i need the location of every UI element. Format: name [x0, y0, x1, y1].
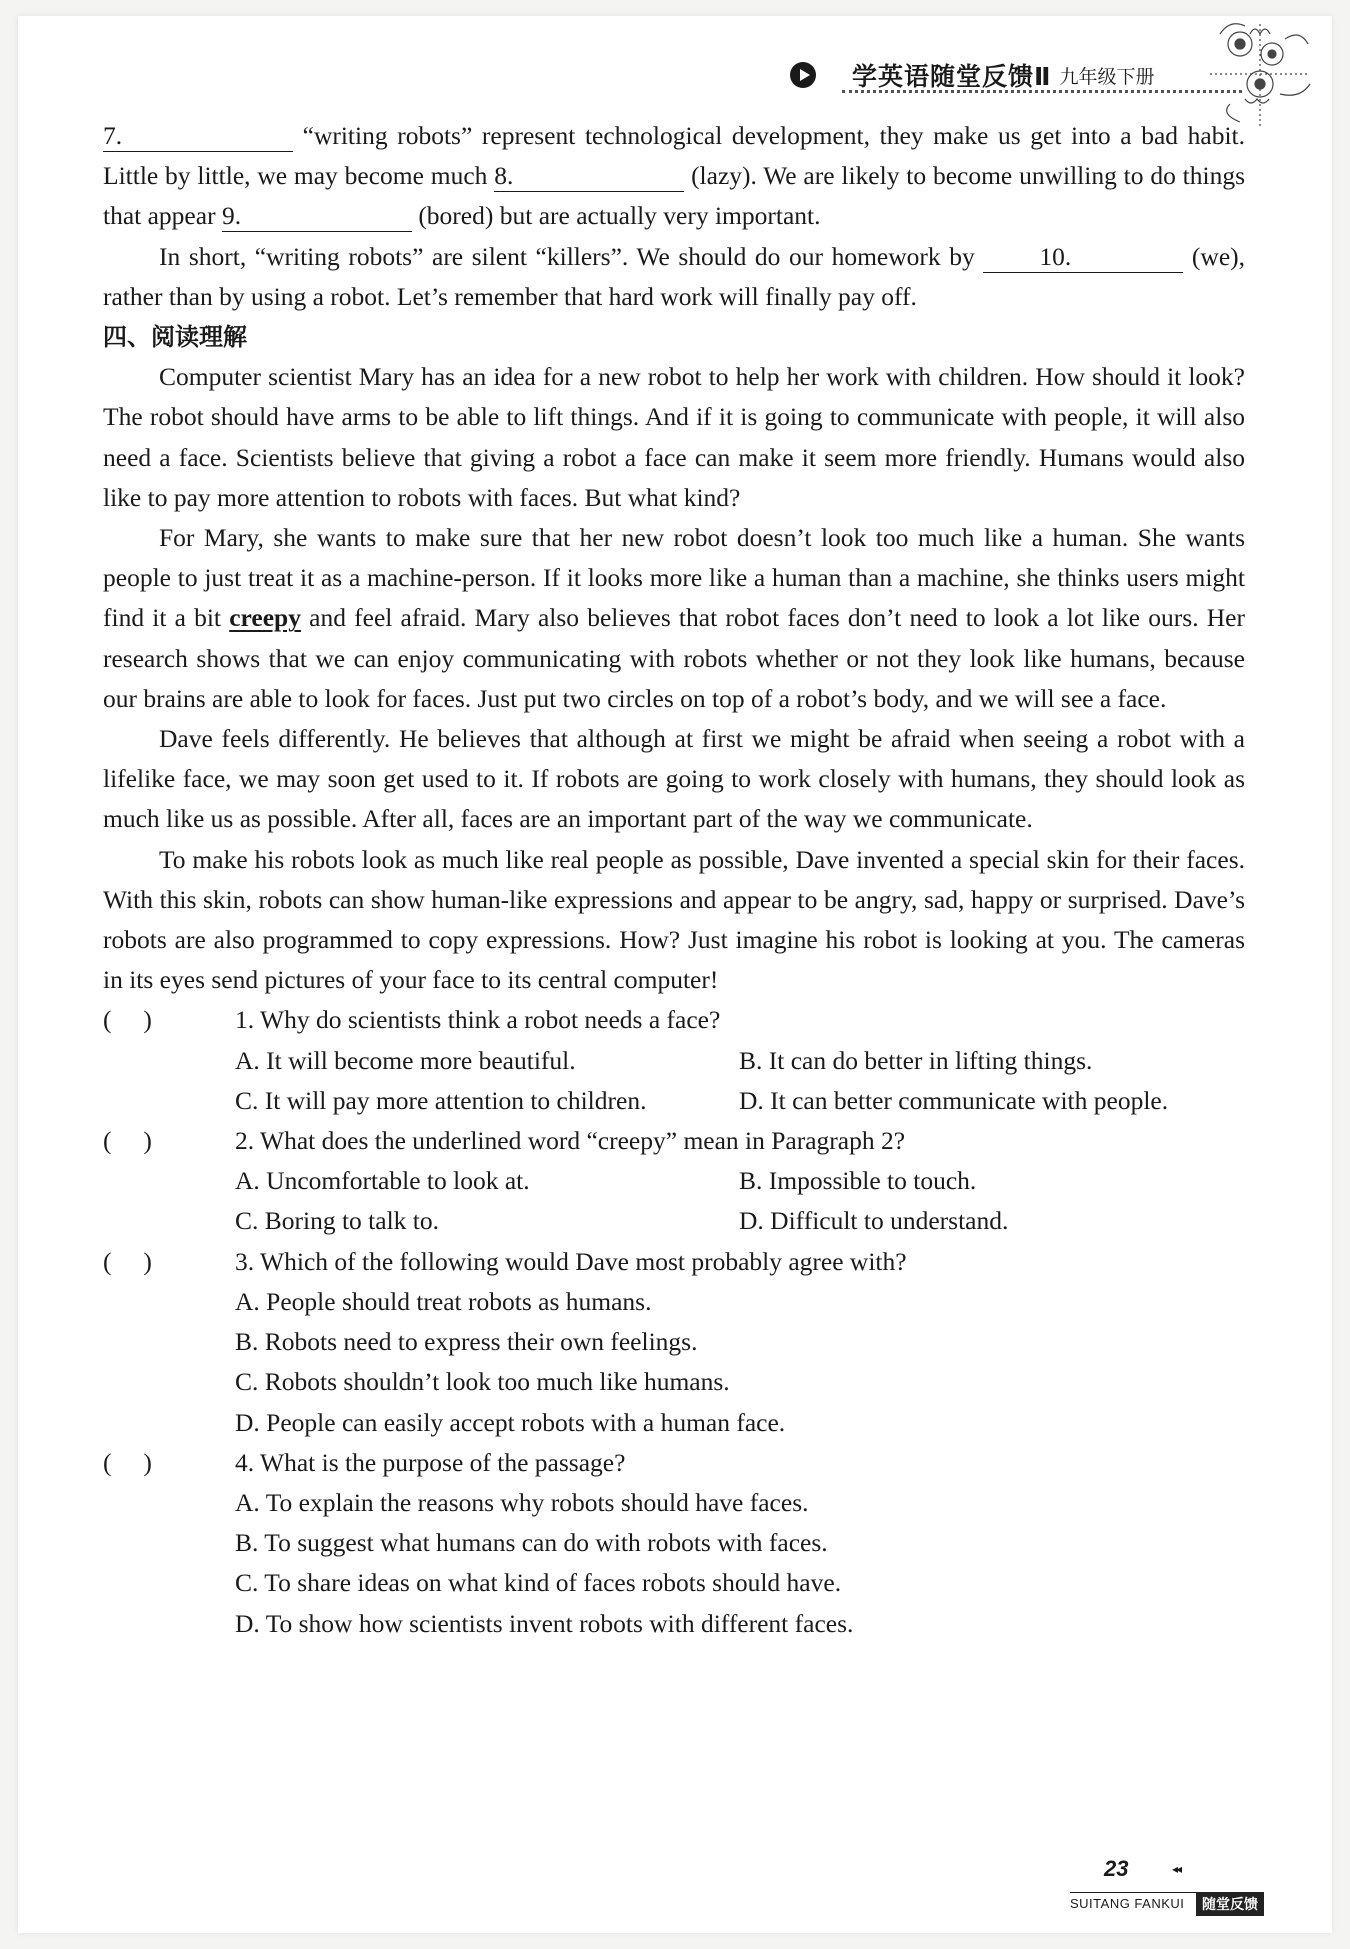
reading-paragraph-1: Computer scientist Mary has an idea for a new robot to help her work with children. How should it look? The robot should have arms to be able to lift things. And if it is going to communicate with people, it will also need a face. Scientists believe that giving a robot a face can make it seem more friendly. Humans would also like to pay more attention to robots with faces. But what kind? [103, 362, 1245, 512]
option-c[interactable]: C. It will pay more attention to children. [235, 1085, 647, 1115]
option-d[interactable]: D. It can better communicate with people. [739, 1085, 1169, 1115]
answer-bracket[interactable]: ( ) [103, 1447, 152, 1477]
question-text: 4. What is the purpose of the passage? [235, 1447, 626, 1477]
answer-bracket[interactable]: ( ) [103, 1005, 152, 1035]
option-a[interactable]: A. People should treat robots as humans. [235, 1286, 652, 1316]
answer-bracket[interactable]: ( ) [103, 1126, 152, 1156]
option-c[interactable]: C. Robots shouldn’t look too much like humans. [235, 1367, 730, 1397]
reading-paragraph-2: For Mary, she wants to make sure that her new robot doesn’t look too much like a human. She wants people to just treat it as a machine-person. If it looks more like a human than a machine, she thinks users might find it a bit creepy and feel afraid. Mary also believes that robot faces don’t need to look a lot like ours. Her research shows that we can enjoy communicating with robots whether or not they look like humans, because our brains are able to look for faces. Just put two circles on top of a robot’s body, and we will see a face. [103, 523, 1245, 713]
blank-9[interactable]: 9. [222, 201, 412, 232]
blank-7[interactable]: 7. [103, 121, 293, 152]
option-b[interactable]: B. Robots need to express their own feelings. [235, 1327, 698, 1357]
section-heading: 四、阅读理解 [103, 323, 247, 352]
question-text: 3. Which of the following would Dave most probably agree with? [235, 1246, 907, 1276]
option-c[interactable]: C. To share ideas on what kind of faces robots should have. [235, 1568, 842, 1598]
options-q2 [235, 1161, 1245, 1241]
option-c[interactable]: C. Boring to talk to. [235, 1206, 439, 1236]
options-q1 [235, 1041, 1245, 1121]
option-b[interactable]: B. It can do better in lifting things. [739, 1045, 1093, 1075]
question-text: 2. What does the underlined word “creepy” mean in Paragraph 2? [235, 1126, 906, 1156]
option-b[interactable]: B. To suggest what humans can do with robots with faces. [235, 1528, 828, 1558]
underlined-word: creepy [229, 603, 301, 633]
question-4 [103, 1443, 1245, 1483]
option-d[interactable]: D. People can easily accept robots with a human face. [235, 1407, 786, 1437]
reading-paragraph-3: Dave feels differently. He believes that although at first we might be afraid when seeing a robot with a lifelike face, we may soon get used to it. If robots are going to work closely with humans, they should look as much like us as possible. After all, faces are an important part of the way we communicate. [103, 724, 1245, 834]
page-number: 23 [1104, 1856, 1129, 1881]
double-arrow-left-icon: ◂◂ [1172, 1862, 1181, 1876]
option-a[interactable]: A. Uncomfortable to look at. [235, 1166, 530, 1196]
footer-badge: 随堂反馈 [1196, 1892, 1264, 1916]
option-d[interactable]: D. Difficult to understand. [739, 1206, 1009, 1236]
cloze-paragraph-2: In short, “writing robots” are silent “killers”. We should do our homework by 10. (we), rather than by using a robot. Let’s remember that hard work will finally pay off. [103, 241, 1246, 311]
option-a[interactable]: A. To explain the reasons why robots should have faces. [235, 1487, 809, 1517]
blank-10[interactable]: 10. [983, 242, 1183, 273]
header-divider [842, 90, 1242, 93]
play-icon [790, 62, 816, 88]
page-content [103, 116, 1245, 1644]
answer-bracket[interactable]: ( ) [103, 1246, 152, 1276]
question-1 [103, 1000, 1245, 1040]
option-b[interactable]: B. Impossible to touch. [739, 1166, 977, 1196]
question-2 [103, 1121, 1245, 1161]
options-q3 [235, 1282, 1245, 1443]
reading-paragraph-4: To make his robots look as much like real people as possible, Dave invented a special skin for their faces. With this skin, robots can show human-like expressions and appear to be angry, sad, happy or surprised. Dave’s robots are also programmed to copy expressions. How? Just imagine his robot is looking at you. The cameras in its eyes send pictures of your face to its central computer! [103, 844, 1245, 995]
cloze-paragraph-1: 7. “writing robots” represent technological development, they make us get into a bad habit. Little by little, we may become much 8. (lazy). We are likely to become unwilling to do things that appear 9. (bored) but are actually very important. [103, 121, 1246, 231]
header-subtitle: 九年级下册 [1059, 65, 1155, 88]
blank-8[interactable]: 8. [494, 161, 684, 192]
question-3 [103, 1242, 1245, 1282]
footer-brand: SUITANG FANKUI [1070, 1896, 1185, 1911]
option-a[interactable]: A. It will become more beautiful. [235, 1045, 576, 1075]
header-title: 学英语随堂反馈Ⅱ [852, 62, 1052, 91]
question-text: 1. Why do scientists think a robot needs a face? [235, 1005, 721, 1035]
options-q4 [235, 1483, 1245, 1644]
option-d[interactable]: D. To show how scientists invent robots with different faces. [235, 1608, 854, 1638]
